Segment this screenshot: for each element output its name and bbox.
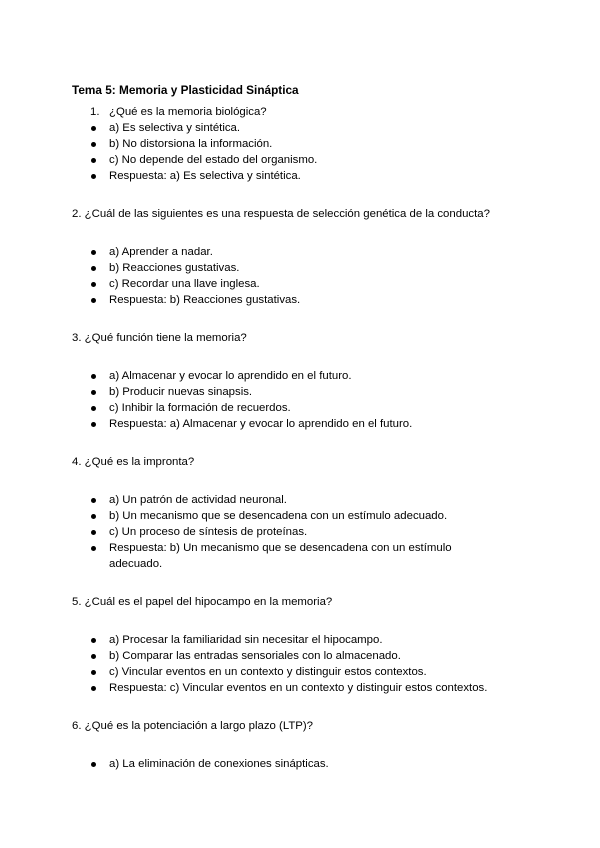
question-4-options <box>72 492 532 572</box>
bullet-icon <box>91 390 96 395</box>
question-1-number: 1. <box>90 106 100 118</box>
list-item <box>72 756 532 772</box>
question-1 <box>72 104 532 120</box>
bullet-icon <box>91 762 96 767</box>
question-2-options <box>72 244 532 308</box>
list-item <box>72 524 532 540</box>
list-item <box>72 492 532 508</box>
list-item <box>72 120 532 136</box>
answer-text: Respuesta: b) Reacciones gustativas. <box>109 294 301 306</box>
option-text: a) Es selectiva y sintética. <box>109 122 241 134</box>
list-item <box>72 136 532 152</box>
option-text: a) Aprender a nadar. <box>109 246 213 258</box>
bullet-icon <box>91 498 96 503</box>
list-item <box>72 416 532 432</box>
list-item <box>72 244 532 260</box>
option-text: a) Un patrón de actividad neuronal. <box>109 494 287 506</box>
question-1-text: ¿Qué es la memoria biológica? <box>109 106 267 118</box>
question-3-options <box>72 368 532 432</box>
bullet-icon <box>91 374 96 379</box>
list-item <box>72 400 532 416</box>
bullet-icon <box>91 174 96 179</box>
bullet-icon <box>91 298 96 303</box>
list-item <box>72 292 532 308</box>
bullet-icon <box>91 406 96 411</box>
bullet-icon <box>91 422 96 427</box>
bullet-icon <box>91 158 96 163</box>
option-text: c) No depende del estado del organismo. <box>109 154 318 166</box>
answer-text: Respuesta: a) Almacenar y evocar lo aprendido en el futuro. <box>109 418 413 430</box>
bullet-icon <box>91 546 96 551</box>
question-1-list <box>72 104 532 120</box>
answer-text: Respuesta: c) Vincular eventos en un contexto y distinguir estos contextos. <box>109 682 488 694</box>
bullet-icon <box>91 670 96 675</box>
list-item <box>72 648 532 664</box>
question-5: 5. ¿Cuál es el papel del hipocampo en la memoria? <box>72 596 333 608</box>
option-text: a) Almacenar y evocar lo aprendido en el futuro. <box>109 370 352 382</box>
question-5-options <box>72 632 532 696</box>
bullet-icon <box>91 638 96 643</box>
option-text: a) La eliminación de conexiones sinápticas. <box>109 758 329 770</box>
question-1-options <box>72 120 532 184</box>
option-text: a) Procesar la familiaridad sin necesitar el hipocampo. <box>109 634 383 646</box>
bullet-icon <box>91 266 96 271</box>
option-text: b) No distorsiona la información. <box>109 138 273 150</box>
bullet-icon <box>91 686 96 691</box>
list-item <box>72 664 532 680</box>
list-item <box>72 384 532 400</box>
question-6: 6. ¿Qué es la potenciación a largo plazo (LTP)? <box>72 720 314 732</box>
question-3: 3. ¿Qué función tiene la memoria? <box>72 332 247 344</box>
bullet-icon <box>91 282 96 287</box>
list-item <box>72 168 532 184</box>
option-text: b) Un mecanismo que se desencadena con un estímulo adecuado. <box>109 510 448 522</box>
option-text: c) Un proceso de síntesis de proteínas. <box>109 526 308 538</box>
question-4: 4. ¿Qué es la impronta? <box>72 456 195 468</box>
option-text: b) Producir nuevas sinapsis. <box>109 386 253 398</box>
answer-text: Respuesta: a) Es selectiva y sintética. <box>109 170 301 182</box>
option-text: c) Vincular eventos en un contexto y distinguir estos contextos. <box>109 666 427 678</box>
list-item <box>72 632 532 648</box>
bullet-icon <box>91 126 96 131</box>
list-item <box>72 368 532 384</box>
list-item <box>72 540 479 572</box>
list-item <box>72 680 532 696</box>
list-item <box>72 260 532 276</box>
option-text: b) Comparar las entradas sensoriales con lo almacenado. <box>109 650 401 662</box>
document-page <box>72 82 532 772</box>
option-text: c) Inhibir la formación de recuerdos. <box>109 402 291 414</box>
document-title: Tema 5: Memoria y Plasticidad Sináptica <box>72 83 299 97</box>
option-text: b) Reacciones gustativas. <box>109 262 240 274</box>
bullet-icon <box>91 250 96 255</box>
bullet-icon <box>91 142 96 147</box>
question-6-options <box>72 756 532 772</box>
question-2: 2. ¿Cuál de las siguientes es una respuesta de selección genética de la conducta? <box>72 208 490 220</box>
bullet-icon <box>91 514 96 519</box>
list-item <box>72 152 532 168</box>
list-item <box>72 276 532 292</box>
option-text: c) Recordar una llave inglesa. <box>109 278 260 290</box>
list-item <box>72 508 532 524</box>
bullet-icon <box>91 530 96 535</box>
bullet-icon <box>91 654 96 659</box>
answer-text: Respuesta: b) Un mecanismo que se desencadena con un estímulo adecuado. <box>109 542 452 570</box>
